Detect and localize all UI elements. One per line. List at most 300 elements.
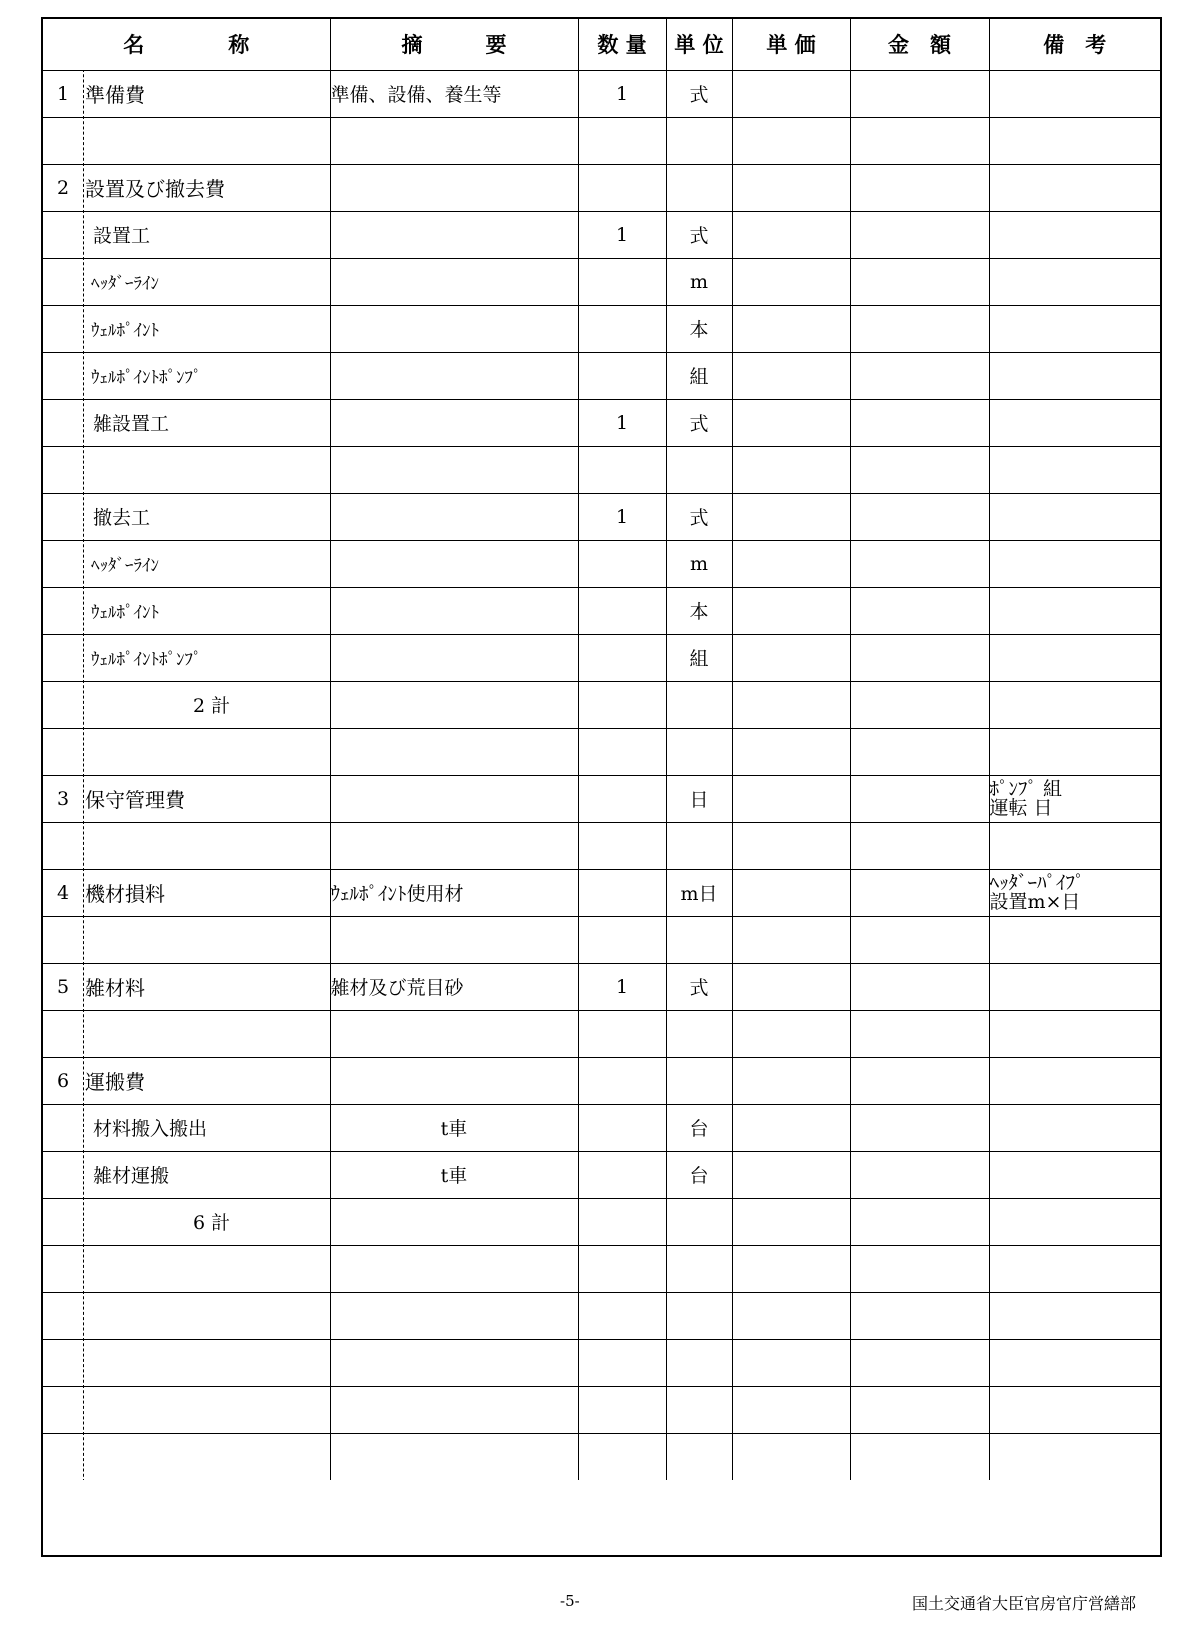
item-number [43,212,83,258]
name-cell [43,70,330,117]
item-name: 保守管理費 [85,788,185,812]
unit-price-cell [732,540,850,587]
item-number [43,1340,83,1386]
item-number [43,635,83,681]
table-row [43,728,1160,775]
amount-cell [850,1198,989,1245]
number-divider [83,399,84,446]
unit-price-cell [732,117,850,164]
unit-cell: 組 [666,352,732,399]
quantity-cell [578,587,666,634]
summary-cell: ｳｪﾙﾎﾟｲﾝﾄ使用材 [330,869,578,916]
summary-cell [330,305,578,352]
table-row [43,916,1160,963]
number-divider [83,587,84,634]
summary-cell [330,258,578,305]
quantity-cell: 1 [578,963,666,1010]
item-name: 材料搬入搬出 [93,1118,208,1140]
table-row [43,164,1160,211]
quantity-cell: 1 [578,211,666,258]
summary-cell [330,1433,578,1480]
item-name: 設置及び撤去費 [85,177,225,201]
number-divider [83,258,84,305]
amount-cell [850,117,989,164]
remarks-cell [989,1386,1160,1433]
number-divider [83,70,84,117]
name-cell [43,399,330,446]
amount-cell [850,728,989,775]
name-cell [43,963,330,1010]
item-number [43,1105,83,1151]
quantity-cell [578,540,666,587]
name-cell [43,822,330,869]
table-row [43,587,1160,634]
summary-cell [330,587,578,634]
number-divider [83,540,84,587]
name-cell [43,1433,330,1480]
unit-price-cell [732,775,850,822]
item-number [43,447,83,493]
item-name: 雑設置工 [93,413,170,435]
table-row [43,1386,1160,1433]
table-row [43,352,1160,399]
quantity-cell [578,1339,666,1386]
header-unit-price: 単 価 [732,19,850,70]
name-cell [43,1245,330,1292]
quantity-cell [578,1292,666,1339]
number-divider [83,681,84,728]
remarks-cell [989,117,1160,164]
table-row [43,1245,1160,1292]
name-cell [43,258,330,305]
remarks-cell [989,916,1160,963]
quantity-cell [578,305,666,352]
unit-price-cell [732,587,850,634]
quantity-cell [578,775,666,822]
item-name: 雑材運搬 [93,1165,170,1187]
remarks-cell [989,1151,1160,1198]
name-cell [43,681,330,728]
item-number [43,541,83,587]
number-divider [83,728,84,775]
table-row [43,634,1160,681]
summary-cell [330,1198,578,1245]
table-row [43,963,1160,1010]
unit-cell [666,916,732,963]
table-row [43,1104,1160,1151]
quantity-cell [578,1151,666,1198]
remarks-cell [989,1198,1160,1245]
name-cell [43,1292,330,1339]
remarks-cell [989,540,1160,587]
number-divider [83,634,84,681]
amount-cell [850,540,989,587]
quantity-cell [578,1057,666,1104]
unit-price-cell [732,1339,850,1386]
remarks-cell [989,1433,1160,1480]
quantity-cell [578,164,666,211]
number-divider [83,1433,84,1480]
remarks-cell [989,164,1160,211]
item-name: ｳｪﾙﾎﾟｲﾝﾄ [91,321,159,341]
unit-cell: m [666,540,732,587]
unit-price-cell [732,493,850,540]
unit-price-cell [732,211,850,258]
unit-price-cell [732,1010,850,1057]
unit-cell [666,1292,732,1339]
remarks-cell [989,634,1160,681]
name-cell [43,446,330,493]
item-number [43,353,83,399]
summary-cell [330,352,578,399]
quantity-cell [578,258,666,305]
name-cell [43,869,330,916]
remarks-cell [989,1292,1160,1339]
quantity-cell [578,822,666,869]
item-number: 5 [56,975,70,998]
page-number: -5- [560,1592,580,1610]
summary-cell [330,446,578,493]
number-divider [83,446,84,493]
unit-price-cell [732,1057,850,1104]
unit-cell: 本 [666,587,732,634]
remarks-cell: ﾍｯﾀﾞｰﾊﾟｲﾌﾟ 設置m×日 [989,869,1160,916]
amount-cell [850,211,989,258]
item-name: ｳｪﾙﾎﾟｲﾝﾄﾎﾟﾝﾌﾟ [91,368,202,388]
amount-cell [850,305,989,352]
item-number: 6 [56,1069,70,1092]
unit-price-cell [732,822,850,869]
item-number: 4 [56,881,70,904]
remarks-cell [989,1339,1160,1386]
number-divider [83,1198,84,1245]
quantity-cell [578,1010,666,1057]
item-name: ｳｪﾙﾎﾟｲﾝﾄﾎﾟﾝﾌﾟ [91,650,202,670]
item-number: 1 [56,82,70,105]
name-cell [43,211,330,258]
name-cell [43,1339,330,1386]
item-number [43,306,83,352]
remarks-cell [989,822,1160,869]
item-number [43,259,83,305]
name-cell [43,352,330,399]
remarks-cell [989,305,1160,352]
remarks-cell [989,352,1160,399]
table-row [43,446,1160,493]
quantity-cell [578,916,666,963]
item-name: 機材損料 [85,882,165,906]
name-cell [43,728,330,775]
amount-cell [850,916,989,963]
summary-cell: t車 [330,1151,578,1198]
unit-cell: 式 [666,399,732,446]
amount-cell [850,1057,989,1104]
table-row [43,1433,1160,1480]
table-row [43,1339,1160,1386]
amount-cell [850,1339,989,1386]
table-header-row [43,19,1160,70]
item-name: 2 計 [193,695,231,717]
table-row [43,681,1160,728]
unit-cell [666,1386,732,1433]
unit-price-cell [732,1104,850,1151]
unit-cell [666,728,732,775]
unit-cell: m [666,258,732,305]
summary-cell [330,916,578,963]
name-cell [43,1151,330,1198]
summary-cell [330,1057,578,1104]
table-row [43,1151,1160,1198]
unit-cell: 組 [666,634,732,681]
unit-price-cell [732,681,850,728]
name-cell [43,775,330,822]
unit-price-cell [732,258,850,305]
summary-cell: t車 [330,1104,578,1151]
unit-price-cell [732,869,850,916]
unit-cell [666,1245,732,1292]
name-cell [43,1104,330,1151]
remarks-cell [989,446,1160,493]
amount-cell [850,1104,989,1151]
unit-cell [666,1198,732,1245]
summary-cell: 雑材及び荒目砂 [330,963,578,1010]
summary-cell [330,493,578,540]
quantity-cell: 1 [578,70,666,117]
quantity-cell [578,1104,666,1151]
item-number [43,1199,83,1245]
amount-cell [850,352,989,399]
quantity-cell [578,352,666,399]
footer-organization: 国土交通省大臣官房官庁営繕部 [912,1594,1137,1613]
remarks-cell [989,1104,1160,1151]
name-cell [43,1010,330,1057]
number-divider [83,211,84,258]
header-quantity: 数 量 [578,19,666,70]
amount-cell [850,681,989,728]
unit-cell [666,1339,732,1386]
summary-cell [330,1010,578,1057]
quantity-cell [578,1198,666,1245]
remarks-cell [989,258,1160,305]
name-cell [43,305,330,352]
number-divider [83,1245,84,1292]
item-name: 設置工 [93,225,151,247]
item-number [43,1152,83,1198]
number-divider [83,1292,84,1339]
table-row [43,869,1160,916]
unit-cell: 式 [666,70,732,117]
unit-cell [666,822,732,869]
unit-price-cell [732,1245,850,1292]
unit-cell: 台 [666,1151,732,1198]
remarks-cell [989,1057,1160,1104]
item-number [43,917,83,963]
unit-price-cell [732,1292,850,1339]
number-divider [83,1339,84,1386]
unit-price-cell [732,1198,850,1245]
quantity-cell [578,728,666,775]
item-number [43,1246,83,1292]
number-divider [83,869,84,916]
summary-cell [330,728,578,775]
table-row [43,258,1160,305]
number-divider [83,1010,84,1057]
amount-cell [850,70,989,117]
estimate-table-frame [41,17,1162,1557]
item-name: ﾍｯﾀﾞｰﾗｲﾝ [91,274,159,294]
unit-price-cell [732,1433,850,1480]
summary-cell [330,634,578,681]
table-row [43,399,1160,446]
summary-cell [330,1245,578,1292]
number-divider [83,164,84,211]
name-cell [43,164,330,211]
unit-cell: m日 [666,869,732,916]
item-name: ﾍｯﾀﾞｰﾗｲﾝ [91,556,159,576]
table-row [43,1292,1160,1339]
unit-price-cell [732,352,850,399]
table-row [43,775,1160,822]
name-cell [43,493,330,540]
header-remarks: 備 考 [989,19,1160,70]
amount-cell [850,587,989,634]
remarks-cell [989,963,1160,1010]
item-name: 雑材料 [85,976,145,1000]
name-cell [43,916,330,963]
header-name: 名 称 [43,19,330,70]
header-summary: 摘 要 [330,19,578,70]
number-divider [83,775,84,822]
table-body [43,70,1160,1480]
amount-cell [850,822,989,869]
unit-price-cell [732,164,850,211]
number-divider [83,117,84,164]
number-divider [83,493,84,540]
number-divider [83,305,84,352]
unit-price-cell [732,399,850,446]
name-cell [43,1198,330,1245]
name-cell [43,587,330,634]
summary-cell [330,117,578,164]
table-row [43,1010,1160,1057]
remarks-cell [989,399,1160,446]
summary-cell: 準備、設備、養生等 [330,70,578,117]
amount-cell [850,963,989,1010]
unit-price-cell [732,1151,850,1198]
amount-cell [850,399,989,446]
amount-cell [850,775,989,822]
table-row [43,117,1160,164]
table-row [43,1057,1160,1104]
table-row [43,493,1160,540]
quantity-cell: 1 [578,493,666,540]
number-divider [83,963,84,1010]
quantity-cell [578,869,666,916]
item-number [43,588,83,634]
item-number [43,494,83,540]
unit-cell: 式 [666,493,732,540]
item-number [43,400,83,446]
unit-cell [666,1057,732,1104]
unit-price-cell [732,916,850,963]
remarks-cell: ﾎﾟﾝﾌﾟ 組 運転 日 [989,775,1160,822]
remarks-cell [989,728,1160,775]
amount-cell [850,258,989,305]
unit-price-cell [732,446,850,493]
name-cell [43,1057,330,1104]
name-cell [43,540,330,587]
remarks-cell [989,211,1160,258]
unit-price-cell [732,70,850,117]
summary-cell [330,1386,578,1433]
item-name: 運搬費 [85,1070,145,1094]
unit-cell [666,681,732,728]
remarks-cell [989,681,1160,728]
amount-cell [850,1386,989,1433]
unit-cell [666,1433,732,1480]
unit-cell: 本 [666,305,732,352]
item-name: ｳｪﾙﾎﾟｲﾝﾄ [91,603,159,623]
unit-cell: 式 [666,211,732,258]
number-divider [83,1057,84,1104]
unit-cell: 日 [666,775,732,822]
quantity-cell: 1 [578,399,666,446]
quantity-cell [578,1386,666,1433]
amount-cell [850,1433,989,1480]
unit-cell [666,1010,732,1057]
quantity-cell [578,681,666,728]
name-cell [43,634,330,681]
item-number [43,1293,83,1339]
summary-cell [330,1339,578,1386]
header-unit: 単 位 [666,19,732,70]
amount-cell [850,1292,989,1339]
quantity-cell [578,1433,666,1480]
unit-price-cell [732,305,850,352]
name-cell [43,1386,330,1433]
summary-cell [330,164,578,211]
amount-cell [850,634,989,681]
table-row [43,305,1160,352]
summary-cell [330,822,578,869]
amount-cell [850,1245,989,1292]
summary-cell [330,399,578,446]
unit-price-cell [732,963,850,1010]
unit-cell [666,446,732,493]
remarks-cell [989,1245,1160,1292]
unit-cell: 式 [666,963,732,1010]
item-number [43,1387,83,1433]
number-divider [83,822,84,869]
amount-cell [850,446,989,493]
amount-cell [850,493,989,540]
remarks-cell [989,70,1160,117]
table-row [43,70,1160,117]
amount-cell [850,164,989,211]
summary-cell [330,211,578,258]
amount-cell [850,869,989,916]
item-number [43,1434,83,1481]
item-number [43,682,83,728]
quantity-cell [578,634,666,681]
number-divider [83,1151,84,1198]
estimate-table [43,19,1160,1480]
unit-price-cell [732,1386,850,1433]
remarks-cell [989,587,1160,634]
header-amount: 金 額 [850,19,989,70]
unit-cell [666,164,732,211]
unit-price-cell [732,634,850,681]
